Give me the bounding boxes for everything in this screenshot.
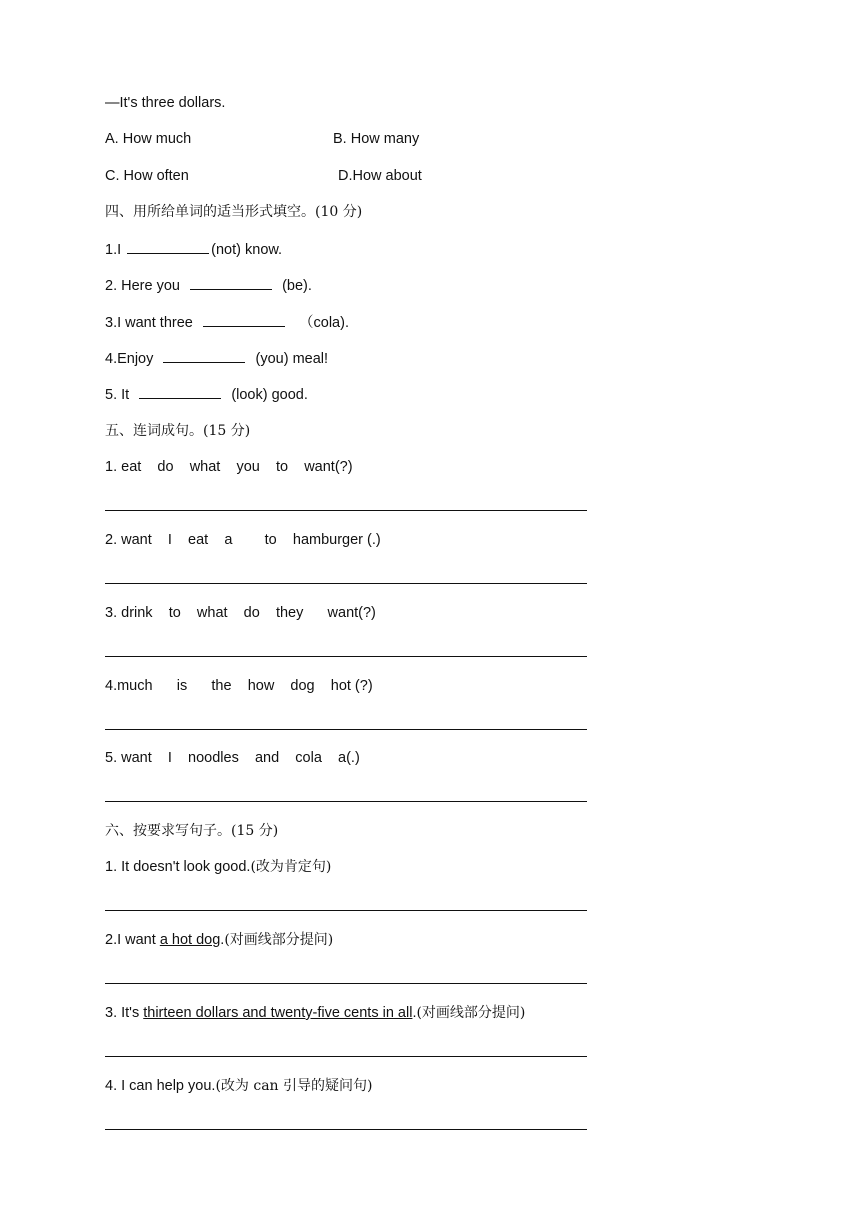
reorder-item-1: [105, 458, 353, 476]
answer-line: [105, 910, 587, 911]
fill-item-5: [105, 385, 308, 404]
fill-item-4: [105, 349, 328, 368]
word: to: [168, 605, 181, 621]
fill-suffix: (look) good.: [231, 387, 308, 403]
fill-blank: [127, 240, 209, 254]
word: you: [236, 459, 260, 475]
item-number: 3.: [105, 605, 118, 621]
word: drink: [121, 605, 153, 621]
answer-text: —It's three dollars.: [105, 95, 226, 111]
word: what: [196, 605, 228, 621]
fill-prefix: 4.Enjoy: [105, 351, 154, 367]
instruction-note: (对画线部分提问): [416, 1005, 526, 1021]
word: to: [275, 459, 289, 475]
fill-suffix: (you) meal!: [255, 351, 329, 367]
option-b: B. How many: [333, 131, 420, 147]
rewrite-item-4: [105, 1077, 372, 1095]
reorder-item-2: [105, 531, 381, 549]
word: do: [243, 605, 260, 621]
answer-line: [105, 1056, 587, 1057]
word: do: [157, 459, 174, 475]
fill-item-1: [105, 240, 282, 259]
section5-title: 五、连词成句。(15 分): [105, 423, 251, 439]
answer-line: [105, 983, 587, 984]
word: I: [167, 750, 172, 766]
fill-prefix: 2. Here you: [105, 278, 180, 294]
fill-blank: [163, 349, 245, 363]
fill-item-2: [105, 276, 312, 295]
fill-blank: [203, 313, 285, 327]
instruction-note: (改为 can 引导的疑问句): [215, 1078, 373, 1094]
answer-line: [105, 1129, 587, 1130]
fill-suffix: (not) know.: [211, 242, 283, 258]
item-number: 5.: [105, 750, 118, 766]
answer-line: [105, 729, 587, 730]
reorder-item-4: [105, 677, 373, 695]
word: hot (?): [330, 678, 373, 694]
sentence-text: 1. It doesn't look good.: [105, 859, 251, 875]
instruction-note: (改为肯定句): [250, 859, 332, 875]
word: eat: [121, 459, 142, 475]
sentence-end: .: [220, 932, 225, 948]
underlined-text: a hot dog: [159, 932, 221, 948]
item-number: 4.: [105, 678, 118, 694]
word: to: [264, 532, 277, 548]
word: how: [247, 678, 275, 694]
rewrite-item-3: [105, 1004, 525, 1022]
rewrite-item-1: [105, 858, 331, 876]
word: hamburger (.): [292, 532, 381, 548]
fill-item-3: [105, 313, 349, 332]
word: cola: [295, 750, 322, 766]
answer-line: [105, 801, 587, 802]
fill-suffix: (be).: [282, 278, 312, 294]
word: they: [275, 605, 304, 621]
fill-prefix: 3.I want three: [105, 315, 193, 331]
section6-title: 六、按要求写句子。(15 分): [105, 823, 279, 839]
fill-suffix: （cola).: [299, 315, 349, 331]
sentence-text: 2.I want: [105, 932, 160, 948]
word: want: [121, 532, 152, 548]
option-d: D.How about: [338, 168, 422, 184]
fill-prefix: 1.I: [105, 242, 122, 258]
underlined-text: thirteen dollars and twenty-five cents in all: [143, 1005, 413, 1021]
fill-blank: [139, 385, 221, 399]
reorder-item-3: [105, 604, 376, 622]
word: a: [224, 532, 233, 548]
word: the: [211, 678, 232, 694]
word: want(?): [304, 459, 353, 475]
word: a(.): [338, 750, 360, 766]
word: much: [117, 678, 153, 694]
instruction-note: (对画线部分提问): [224, 932, 334, 948]
item-number: 1.: [105, 459, 118, 475]
word: eat: [188, 532, 209, 548]
sentence-end: .: [412, 1005, 417, 1021]
answer-line: [105, 583, 587, 584]
section4-title: 四、用所给单词的适当形式填空。(10 分): [105, 204, 363, 220]
answer-line: [105, 510, 587, 511]
word: noodles: [188, 750, 239, 766]
word: is: [176, 678, 188, 694]
word: and: [254, 750, 280, 766]
answer-line: [105, 656, 587, 657]
option-c: C. How often: [105, 168, 189, 184]
fill-blank: [190, 276, 272, 290]
item-number: 2.: [105, 532, 118, 548]
option-a: A. How much: [105, 131, 192, 147]
word: want: [121, 750, 152, 766]
word: want(?): [327, 605, 376, 621]
word: dog: [290, 678, 315, 694]
fill-prefix: 5. It: [105, 387, 130, 403]
reorder-item-5: [105, 749, 360, 767]
sentence-text: 4. I can help you.: [105, 1078, 216, 1094]
sentence-text: 3. It's: [105, 1005, 144, 1021]
word: what: [189, 459, 221, 475]
word: I: [167, 532, 172, 548]
rewrite-item-2: [105, 931, 333, 949]
